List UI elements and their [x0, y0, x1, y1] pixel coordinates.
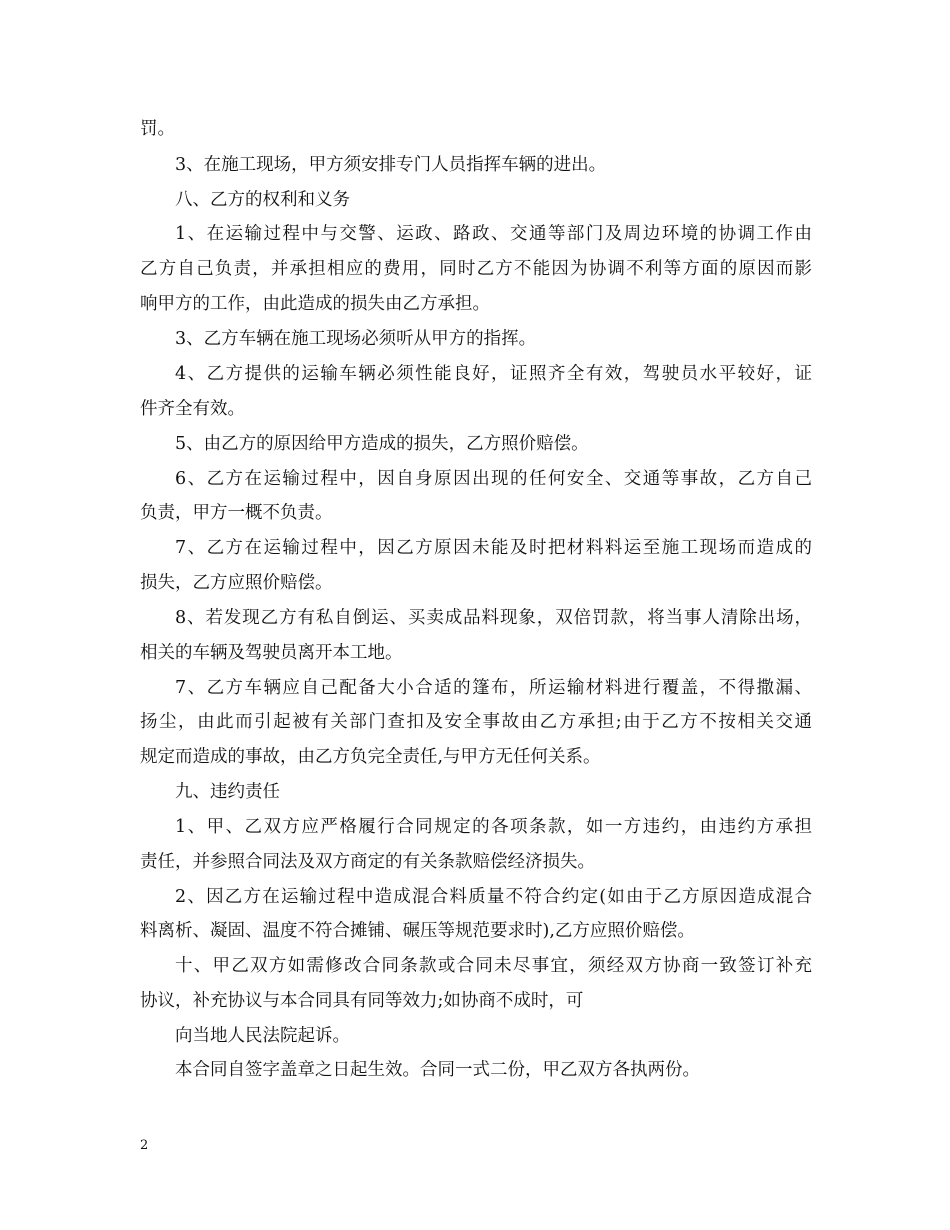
section-heading: 八、乙方的权利和义务: [175, 190, 350, 210]
text-line: 规定而造成的事故，由乙方负完全责任,与甲方无任何关系。: [140, 747, 601, 767]
page-number: 2: [140, 1138, 149, 1153]
text-line: 负责，甲方一概不负责。: [140, 503, 333, 523]
text-line: 相关的车辆及驾驶员离开本工地。: [140, 643, 403, 663]
text-line: 7、乙方车辆应自己配备大小合适的篷布，所运输材料进行覆盖，不得撒漏、: [175, 678, 812, 698]
text-line: 8、若发现乙方有私自倒运、买卖成品料现象，双倍罚款，将当事人清除出场，: [175, 608, 812, 628]
text-line: 6、乙方在运输过程中，因自身原因出现的任何安全、交通等事故，乙方自己: [175, 469, 812, 489]
text-line: 本合同自签字盖章之日起生效。合同一式二份，甲乙双方各执两份。: [175, 1060, 700, 1080]
text-line: 协议，补充协议与本合同具有同等效力;如协商不成时，可: [140, 991, 584, 1011]
text-line: 1、甲、乙双方应严格履行合同规定的各项条款，如一方违约，由违约方承担: [175, 817, 812, 837]
text-line: 责任，并参照合同法及双方商定的有关条款赔偿经济损失。: [140, 852, 595, 872]
text-line: 罚。: [140, 119, 175, 139]
text-line: 3、乙方车辆在施工现场必须听从甲方的指挥。: [175, 329, 537, 349]
text-line: 损失，乙方应照价赔偿。: [140, 573, 333, 593]
text-line: 料离析、凝固、温度不符合摊铺、碾压等规范要求时),乙方应照价赔偿。: [140, 921, 695, 941]
text-line: 向当地人民法院起诉。: [175, 1026, 350, 1046]
text-line: 件齐全有效。: [140, 399, 245, 419]
text-line: 4、乙方提供的运输车辆必须性能良好，证照齐全有效，驾驶员水平较好，证: [175, 364, 812, 384]
text-line: 扬尘，由此而引起被有关部门查扣及安全事故由乙方承担;由于乙方不按相关交通: [140, 712, 812, 732]
section-heading: 九、违约责任: [175, 782, 280, 802]
text-line: 3、在施工现场，甲方须安排专门人员指挥车辆的进出。: [175, 155, 607, 175]
text-line: 十、甲乙双方如需修改合同条款或合同未尽事宜，须经双方协商一致签订补充: [175, 956, 812, 976]
text-line: 2、因乙方在运输过程中造成混合料质量不符合约定(如由于乙方原因造成混合: [175, 887, 812, 907]
text-line: 7、乙方在运输过程中，因乙方原因未能及时把材料料运至施工现场而造成的: [175, 538, 812, 558]
text-line: 1、在运输过程中与交警、运政、路政、交通等部门及周边环境的协调工作由: [175, 224, 812, 244]
text-line: 响甲方的工作，由此造成的损失由乙方承担。: [140, 294, 490, 314]
text-line: 5、由乙方的原因给甲方造成的损失，乙方照价赔偿。: [175, 434, 589, 454]
text-line: 乙方自己负责，并承担相应的费用，同时乙方不能因为协调不利等方面的原因而影: [140, 259, 812, 279]
